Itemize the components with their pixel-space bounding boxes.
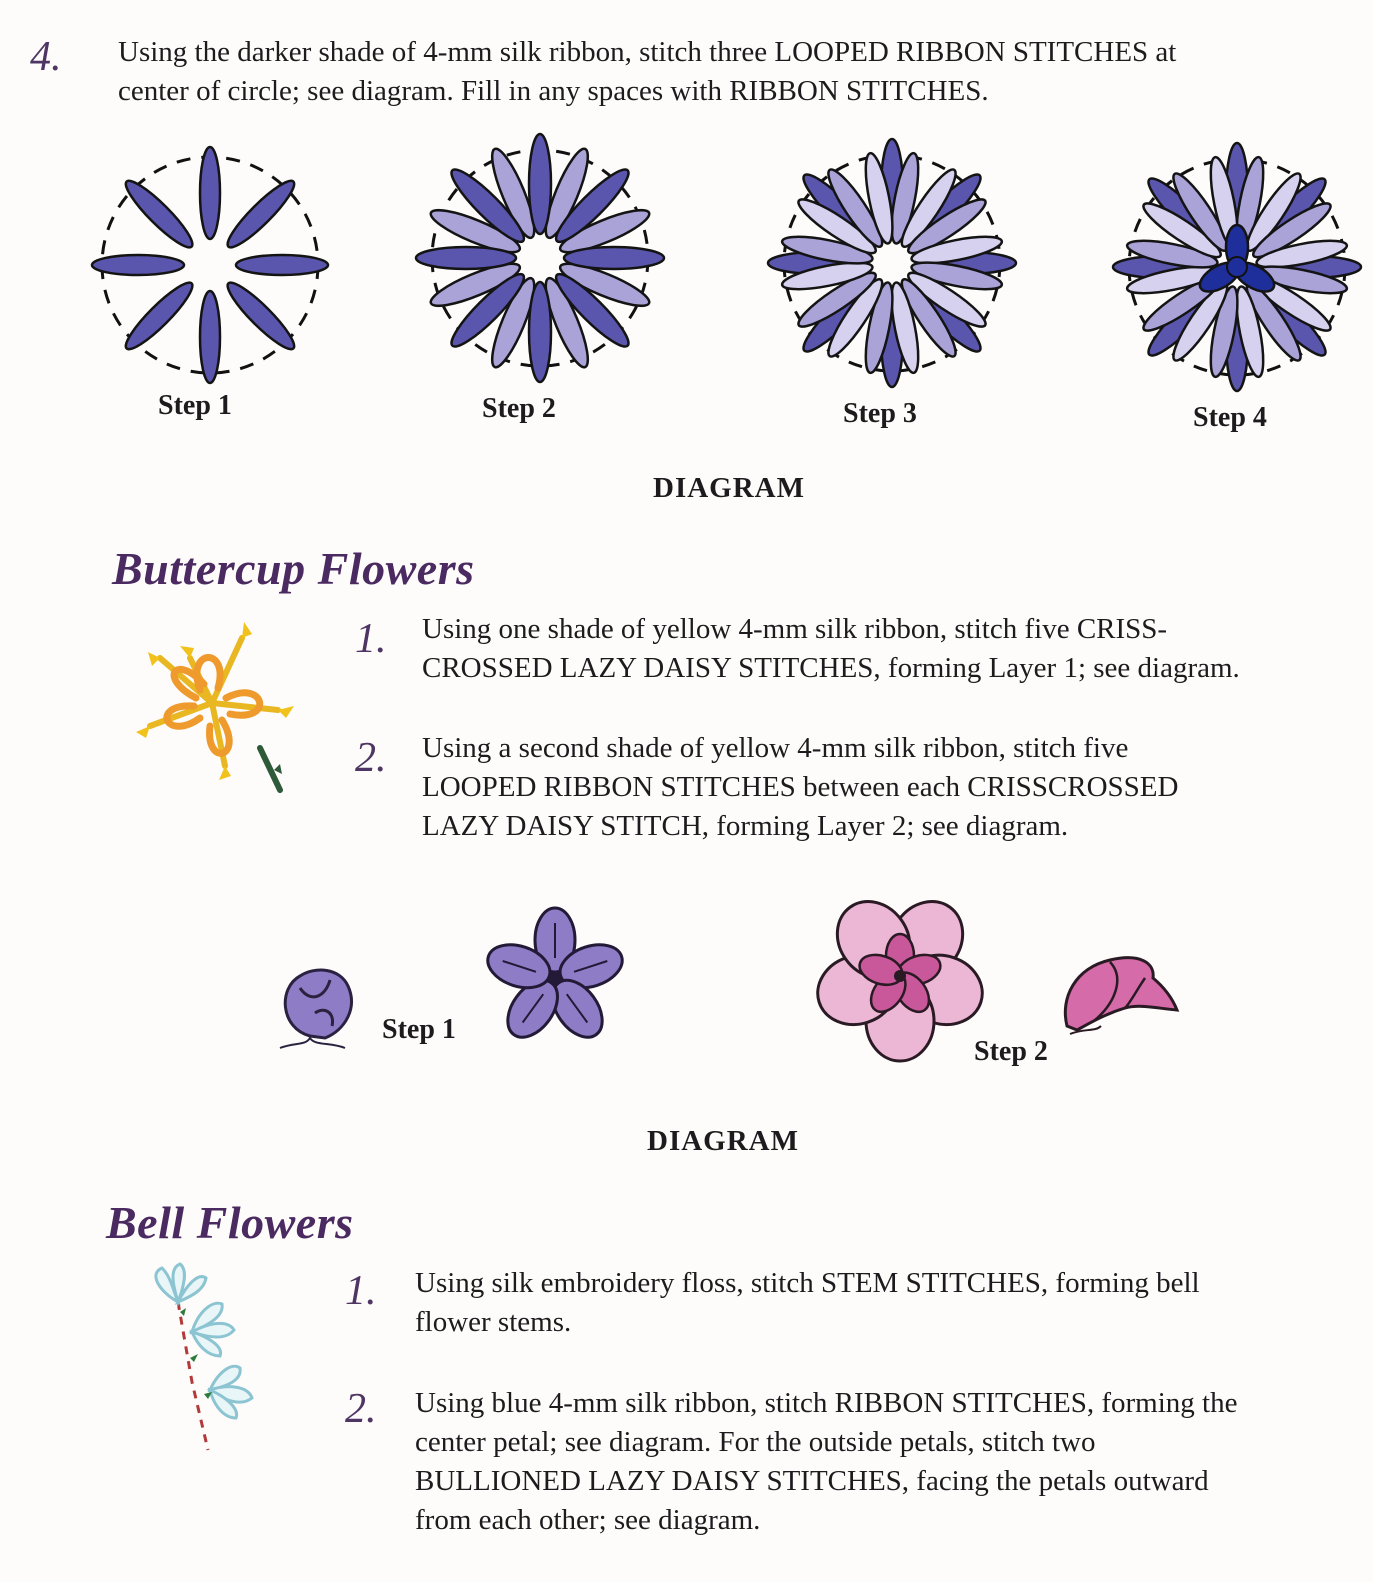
- buttercup-diagram-step-2-label: Step 2: [974, 1036, 1048, 1067]
- daisy-step-3-label: Step 3: [843, 398, 917, 429]
- buttercup-diagram-caption: DIAGRAM: [647, 1125, 799, 1157]
- dark-petal: [200, 291, 220, 383]
- buttercup-step2-side-loop: [1055, 948, 1185, 1038]
- bell-flower-blooms: [156, 1264, 252, 1418]
- bell-step-2-line-1: Using blue 4-mm silk ribbon, stitch RIBBON STITCHES, forming the: [415, 1387, 1238, 1419]
- dark-petal: [529, 282, 551, 382]
- dark-petal: [221, 175, 300, 254]
- buttercup-illustration: [130, 618, 300, 798]
- buttercup-step-number-2: 2.: [355, 735, 387, 781]
- daisy-step-1-label: Step 1: [158, 390, 232, 421]
- bell-step-1-text: [415, 1264, 1360, 1342]
- daisy-step-4-diagram: [1115, 140, 1360, 395]
- buttercup-section-title: Buttercup Flowers: [112, 543, 475, 594]
- dark-petal: [221, 276, 300, 355]
- bell-step-2-line-4: from each other; see diagram.: [415, 1504, 761, 1536]
- purple-flower-center: [548, 971, 562, 985]
- buttercup-step-1-line-2: CROSSED LAZY DAISY STITCHES, forming Layer 1; see diagram.: [422, 652, 1240, 684]
- dark-petal: [564, 247, 664, 269]
- buttercup-step-2-line-1: Using a second shade of yellow 4-mm silk ribbon, stitch five: [422, 732, 1129, 764]
- buttercup-step-2-text: [422, 729, 1362, 846]
- buttercup-step1-flower: [480, 908, 630, 1048]
- dark-petal: [416, 247, 516, 269]
- buttercup-diagram-step-1-label: Step 1: [382, 1014, 456, 1045]
- buttercup-step-2-line-3: LAZY DAISY STITCH, forming Layer 2; see diagram.: [422, 810, 1069, 842]
- bell-step-number-2: 2.: [345, 1386, 377, 1432]
- bell-step-1-line-2: flower stems.: [415, 1306, 572, 1338]
- daisy-step-2-diagram: [420, 128, 660, 388]
- bell-step-2-text: [415, 1384, 1360, 1540]
- bell-flower-illustration: [140, 1262, 265, 1457]
- pink-flower-center: [894, 970, 906, 982]
- bell-step-2-line-3: BULLIONED LAZY DAISY STITCHES, facing the petals outward: [415, 1465, 1209, 1497]
- flower-center: [1227, 257, 1247, 277]
- step4-line-1: Using the darker shade of 4-mm silk ribbon, stitch three LOOPED RIBBON STITCHES at: [118, 36, 1177, 68]
- step4-line-2: center of circle; see diagram. Fill in any spaces with RIBBON STITCHES.: [118, 75, 989, 107]
- dark-petal: [236, 255, 328, 275]
- daisy-step-1-diagram: [90, 140, 330, 390]
- bell-step-2-line-2: center petal; see diagram. For the outside petals, stitch two: [415, 1426, 1096, 1458]
- daisy-step-4-label: Step 4: [1193, 402, 1267, 433]
- buttercup-step-1-line-1: Using one shade of yellow 4-mm silk ribbon, stitch five CRISS-: [422, 613, 1168, 645]
- buttercup-step-2-line-2: LOOPED RIBBON STITCHES between each CRISSCROSSED: [422, 771, 1179, 803]
- daisy-diagram-caption: DIAGRAM: [653, 472, 805, 504]
- step4-instruction: [118, 33, 1348, 111]
- dark-petal: [120, 276, 199, 355]
- daisy-step-2-label: Step 2: [482, 393, 556, 424]
- buttercup-step1-single-loop: [270, 958, 365, 1058]
- buttercup-step-number-1: 1.: [355, 616, 387, 662]
- bell-step-number-1: 1.: [345, 1268, 377, 1314]
- bell-step-1-line-1: Using silk embroidery floss, stitch STEM STITCHES, forming bell: [415, 1267, 1200, 1299]
- step-number-4: 4.: [30, 34, 62, 80]
- dark-petal: [529, 134, 551, 234]
- bell-section-title: Bell Flowers: [106, 1197, 354, 1248]
- buttercup-step-1-text: [422, 610, 1362, 688]
- buttercup-step2-flower: [818, 898, 983, 1053]
- dark-petal: [200, 147, 220, 239]
- buttercup-leaf: [274, 764, 282, 774]
- daisy-step-3-diagram: [770, 133, 1015, 393]
- dark-petal: [120, 175, 199, 254]
- dark-petal: [92, 255, 184, 275]
